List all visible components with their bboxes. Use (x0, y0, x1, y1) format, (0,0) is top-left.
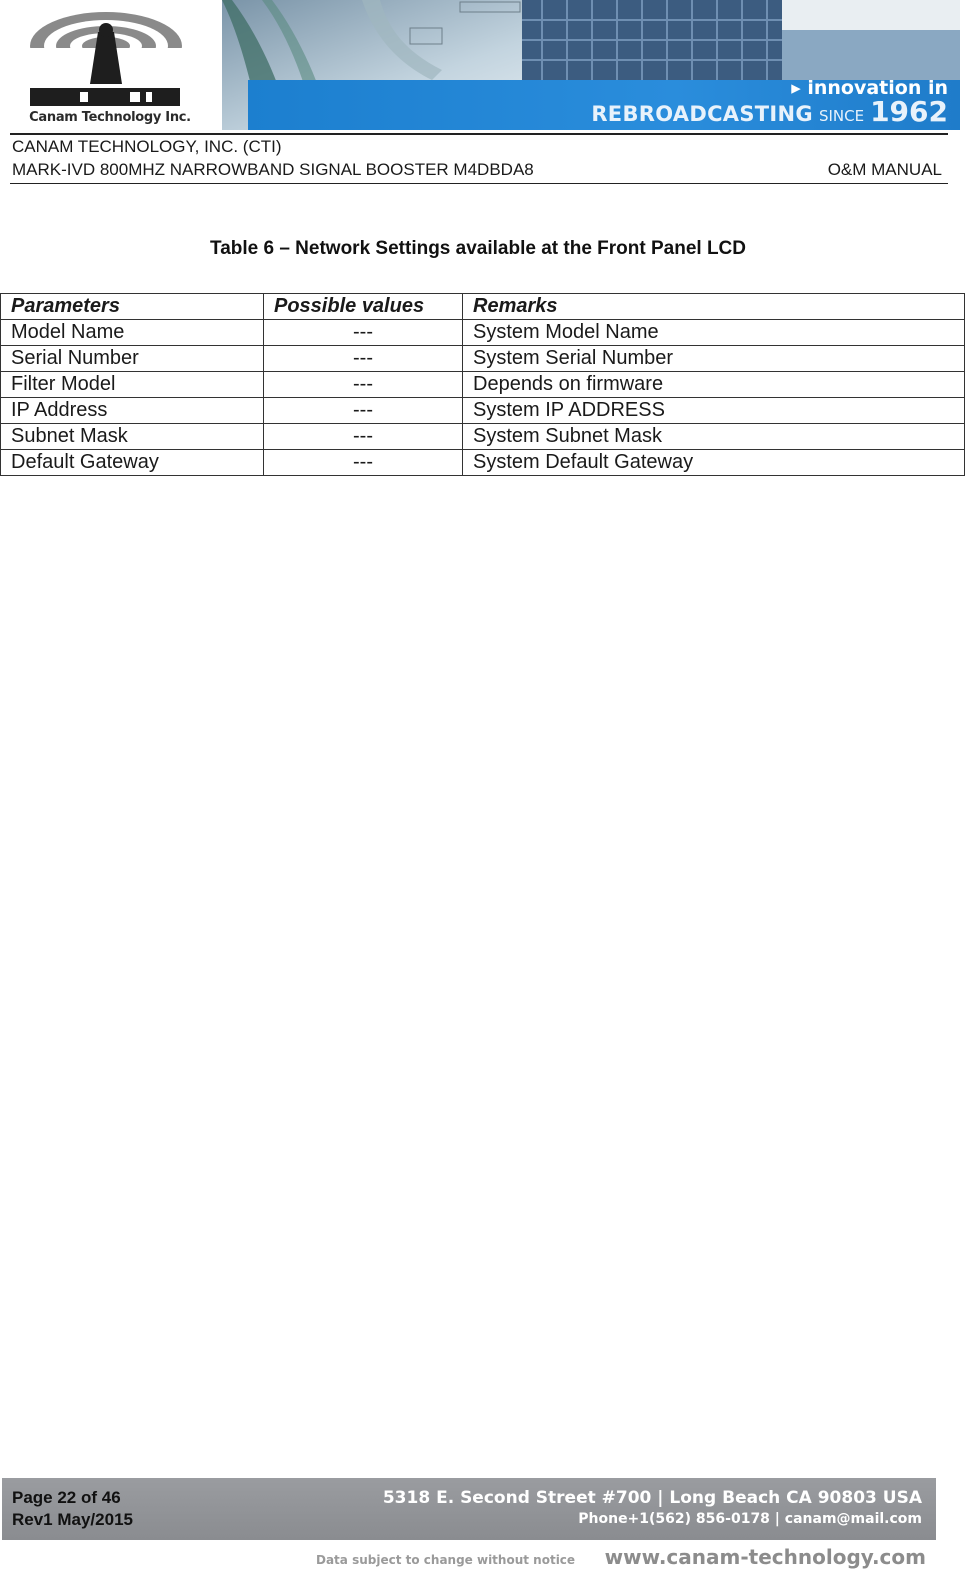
table-row (1, 320, 965, 346)
header-possible-values: Possible values (264, 294, 463, 320)
cell-remark: System IP ADDRESS (463, 398, 965, 424)
manual-label: O&M MANUAL (827, 160, 942, 179)
page-number: Page 22 of 46 (12, 1488, 121, 1507)
banner-slogan (591, 95, 948, 128)
cell-parameter: Model Name (1, 320, 264, 346)
table-row (1, 424, 965, 450)
network-settings-table (0, 293, 965, 476)
cell-parameter: IP Address (1, 398, 264, 424)
cell-remark: System Serial Number (463, 346, 965, 372)
cell-remark: System Default Gateway (463, 450, 965, 476)
header-banner (222, 0, 960, 130)
cell-remark: Depends on firmware (463, 372, 965, 398)
cti-logo-icon (26, 6, 196, 106)
change-notice: Data subject to change without notice (316, 1553, 576, 1567)
cell-parameter: Filter Model (1, 372, 264, 398)
cell-value: --- (264, 372, 463, 398)
banner-tagline: ▸ innovation in (791, 77, 948, 99)
page-info (12, 1487, 133, 1531)
website-link[interactable]: www.canam-technology.com (604, 1545, 926, 1569)
company-logo (10, 6, 235, 130)
table-row (1, 450, 965, 476)
cell-parameter: Subnet Mask (1, 424, 264, 450)
slogan-word: REBROADCASTING (591, 102, 813, 126)
cell-value: --- (264, 424, 463, 450)
revision-date: Rev1 May/2015 (12, 1510, 133, 1529)
table-row (1, 346, 965, 372)
table-header-row (1, 294, 965, 320)
cell-parameter: Serial Number (1, 346, 264, 372)
company-name: CANAM TECHNOLOGY, INC. (CTI) (12, 137, 282, 156)
cell-value: --- (264, 450, 463, 476)
table-row (1, 398, 965, 424)
cell-remark: System Subnet Mask (463, 424, 965, 450)
company-contact: Phone+1(562) 856-0178 | canam@mail.com (578, 1511, 922, 1527)
header-rule (10, 133, 948, 135)
header-remarks: Remarks (463, 294, 965, 320)
slogan-since: SINCE (818, 107, 865, 125)
cell-value: --- (264, 346, 463, 372)
slogan-year: 1962 (870, 95, 948, 128)
cell-remark: System Model Name (463, 320, 965, 346)
cell-parameter: Default Gateway (1, 450, 264, 476)
cell-value: --- (264, 398, 463, 424)
table-caption: Table 6 – Network Settings available at the Front Panel LCD (210, 238, 746, 259)
product-name: MARK-IVD 800MHZ NARROWBAND SIGNAL BOOSTER M4DBDA8 (12, 160, 534, 179)
logo-caption: Canam Technology Inc. (29, 110, 191, 125)
header-parameters: Parameters (1, 294, 264, 320)
company-address: 5318 E. Second Street #700 | Long Beach CA 90803 USA (382, 1488, 922, 1508)
header-underline (10, 183, 948, 184)
table-row (1, 372, 965, 398)
cell-value: --- (264, 320, 463, 346)
